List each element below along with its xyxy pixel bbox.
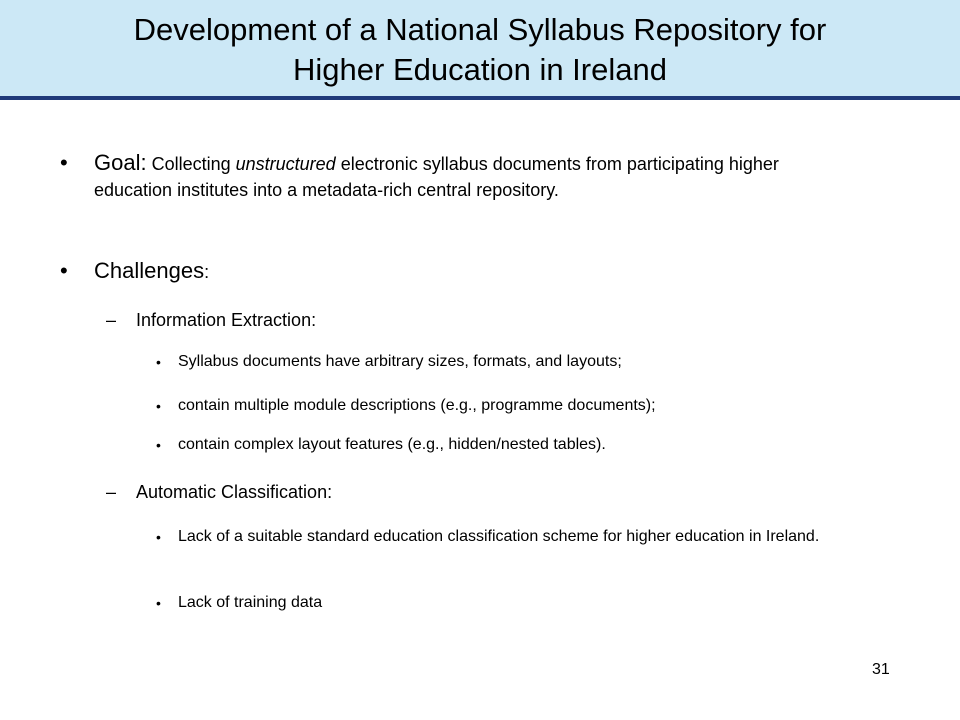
dot-marker: •: [156, 354, 161, 370]
ac-subitem-1-text: Lack of a suitable standard education classification scheme for higher education in Ireland.: [178, 528, 820, 545]
goal-emphasis: unstructured: [235, 154, 336, 174]
dot-marker: •: [156, 437, 161, 453]
dash-marker: –: [106, 482, 117, 502]
dot-marker: •: [156, 529, 161, 545]
dot-marker: •: [156, 595, 161, 611]
page-number: 31: [872, 661, 890, 678]
challenges-text: [94, 258, 854, 285]
ie-subitem-1-text: Syllabus documents have arbitrary sizes, formats, and layouts;: [178, 353, 622, 370]
dot-marker: •: [156, 398, 161, 414]
goal-lead: Goal:: [94, 150, 147, 175]
goal-text-before: Collecting: [146, 154, 236, 174]
dash-marker: –: [106, 310, 117, 330]
information-extraction-label: Information Extraction:: [136, 310, 317, 330]
slide-title-line-1: Development of a National Syllabus Repository for: [133, 12, 827, 47]
slide-title-line-2: Higher Education in Ireland: [293, 52, 667, 87]
ie-subitem-2-text: contain multiple module descriptions (e.g., programme documents);: [178, 397, 656, 414]
ie-subitem-3-text: contain complex layout features (e.g., hidden/nested tables).: [178, 436, 606, 453]
challenges-label: Challenges: [94, 258, 205, 283]
bullet-marker: •: [60, 150, 68, 175]
goal-text: [94, 150, 854, 203]
bullet-marker: •: [60, 258, 68, 283]
challenges-colon: :: [204, 262, 210, 282]
automatic-classification-label: Automatic Classification:: [136, 482, 333, 502]
ac-subitem-2-text: Lack of training data: [178, 594, 323, 611]
goal-text-after: electronic syllabus documents from participating higher education institutes into a metadata-rich central repository.: [94, 154, 779, 200]
